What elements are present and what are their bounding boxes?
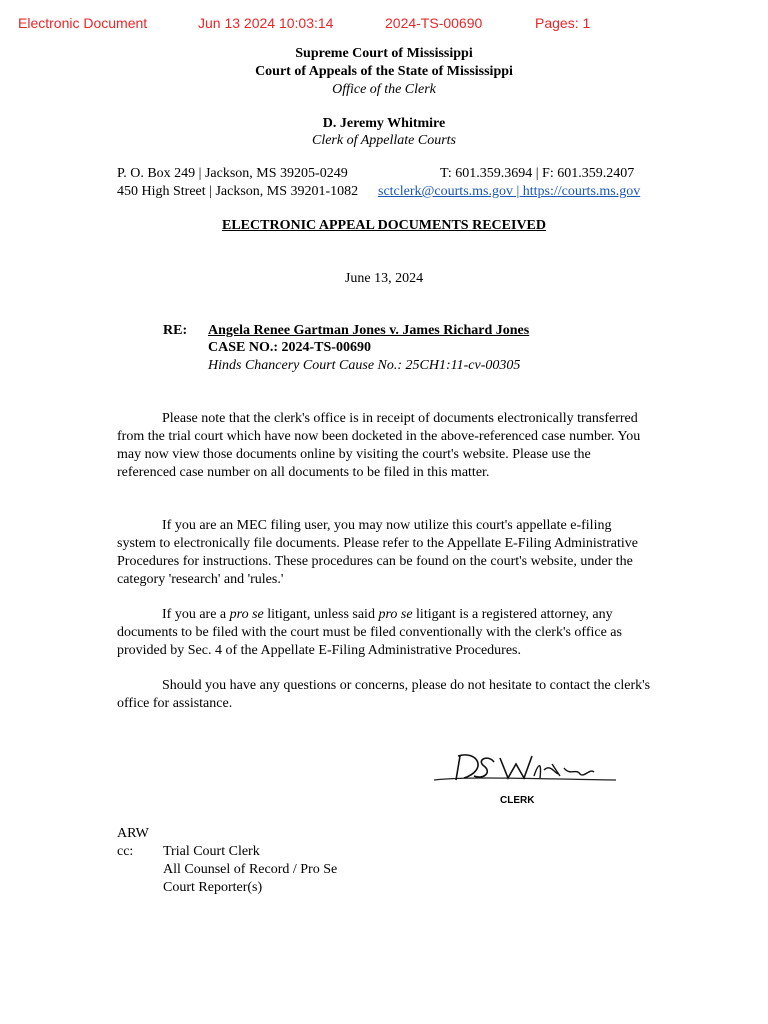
paragraph-3: If you are a pro se litigant, unless said pro se litigant is a registered attorney, any documents to be filed with the court must be filed conventionally with the clerk's office as provided by Sec. 4 of the Appellate E-Filing Administrative Procedures. [117, 607, 622, 658]
street-address: 450 High Street | Jackson, MS 39201-1082 [117, 184, 359, 199]
office-name: Office of the Clerk [332, 82, 436, 97]
contact-links[interactable]: sctclerk@courts.ms.gov | https://courts.ms.gov [378, 184, 641, 199]
cc-recipient: All Counsel of Record / Pro Se [163, 862, 338, 877]
author-initials: ARW [117, 826, 149, 841]
case-id-label: 2024-TS-00690 [385, 15, 483, 31]
case-name: Angela Renee Gartman Jones v. James Richard Jones [208, 323, 530, 338]
court-name-2: Court of Appeals of the State of Mississippi [255, 64, 513, 79]
re-label: RE: [163, 323, 188, 338]
signature-caption: CLERK [500, 795, 535, 806]
clerk-name: D. Jeremy Whitmire [322, 116, 446, 131]
cc-recipient: Trial Court Clerk [163, 844, 260, 859]
pages-label: Pages: 1 [535, 15, 591, 31]
case-number: CASE NO.: 2024-TS-00690 [208, 340, 371, 355]
cc-recipient: Court Reporter(s) [163, 880, 263, 895]
po-box-address: P. O. Box 249 | Jackson, MS 39205-0249 [117, 166, 348, 181]
document-title: ELECTRONIC APPEAL DOCUMENTS RECEIVED [222, 218, 546, 233]
cc-label: cc: [117, 844, 134, 859]
paragraph-1: Please note that the clerk's office is in receipt of documents electronically transferred from the trial court which have now been docketed in the above-referenced case number. You may now view those documents online by visiting the court's website. Please use the referenced case number on all documents to be filed in this matter. [117, 411, 641, 480]
clerk-signature [430, 746, 620, 794]
paragraph-4: Should you have any questions or concerns, please do not hesitate to contact the clerk's office for assistance. [117, 678, 651, 711]
doc-type-label: Electronic Document [18, 15, 148, 31]
letter-date: June 13, 2024 [344, 271, 424, 286]
clerk-title: Clerk of Appellate Courts [311, 133, 456, 148]
cause-number: Hinds Chancery Court Cause No.: 25CH1:11-cv-00305 [208, 358, 521, 373]
court-name-1: Supreme Court of Mississippi [295, 46, 473, 61]
paragraph-2: If you are an MEC filing user, you may now utilize this court's appellate e-filing system to electronically file documents. Please refer to the Appellate E-Filing Administrative Procedures for instructions. These procedures can be found on the court's website, under the category 'research' and 'rules.' [117, 518, 638, 587]
timestamp-label: Jun 13 2024 10:03:14 [198, 15, 334, 31]
phone-fax: T: 601.359.3694 | F: 601.359.2407 [440, 166, 635, 181]
